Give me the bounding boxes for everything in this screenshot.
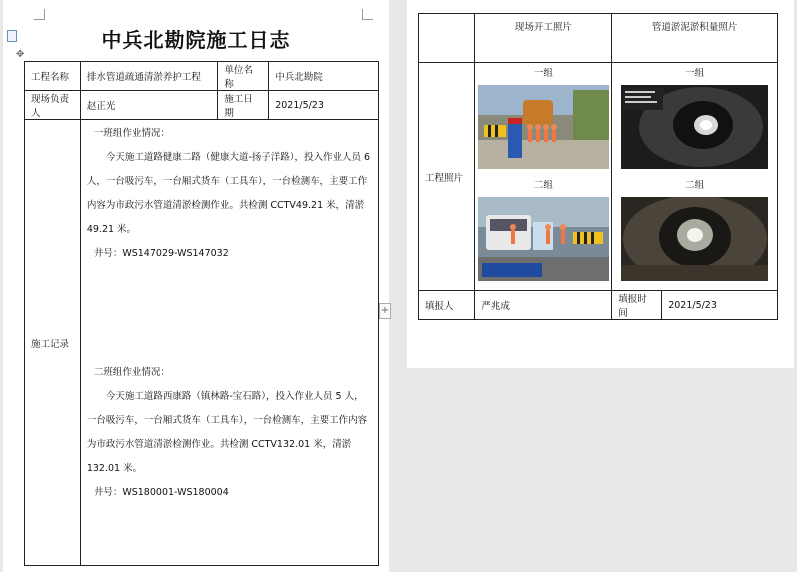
document-page-1 [3, 0, 389, 572]
team1-description: 今天施工道路健康二路（健康大道-扬子洋路），投入作业人员 6 人，一台吸污车，一台厢式货车（工具车），一台检测车，主要工作内容为市政污水管道清淤检测作业。共检测 CCTV49.21 米，清淤 49.21 米。 [86, 152, 371, 235]
page-corner-mark [34, 9, 45, 20]
construction-record-content [80, 120, 378, 566]
team2-description: 今天施工道路西康路（镇林路-宝石路），投入作业人员 5 人，一台吸污车，一台厢式货车（工具车），一台检测车，主要工作内容为市政污水管道清淤检测作业。共检测 CCTV132.01 米，清淤 132.01 米。 [86, 391, 368, 474]
pipe-photo-group1 [621, 85, 768, 169]
unit-name-value: 中兵北勘院 [269, 62, 379, 91]
fill-time-value: 2021/5/23 [662, 291, 778, 320]
construction-record-label: 施工记录 [25, 120, 81, 566]
project-name-value: 排水管道疏通清淤养护工程 [80, 62, 217, 91]
site-photo-group2 [478, 197, 609, 281]
project-photos-label: 工程照片 [419, 63, 475, 291]
project-name-label: 工程名称 [25, 62, 81, 91]
group1-label: 一组 [533, 68, 553, 79]
table-move-handle-icon[interactable]: ✥ [16, 49, 25, 60]
site-photos-cell [475, 63, 612, 291]
empty-header-cell [419, 14, 475, 63]
site-photos-header: 现场开工照片 [475, 14, 612, 63]
construction-date-value: 2021/5/23 [269, 91, 379, 120]
filler-label: 填报人 [419, 291, 475, 320]
site-manager-value: 赵正光 [80, 91, 217, 120]
site-manager-label: 现场负责人 [25, 91, 81, 120]
group2-label: 二组 [685, 180, 705, 191]
document-title: 中兵北勘院施工日志 [101, 28, 291, 52]
team1-title: 一班组作业情况： [93, 128, 170, 139]
page-corner-mark [362, 9, 373, 20]
sludge-photos-cell [612, 63, 778, 291]
group2-label: 二组 [533, 180, 553, 191]
add-row-button[interactable]: + [379, 303, 391, 319]
construction-date-label: 施工日期 [218, 91, 269, 120]
photo-table [418, 13, 778, 320]
team1-wells: 井号：WS147029-WS147032 [93, 248, 229, 259]
team2-title: 二班组作业情况： [93, 367, 170, 378]
fill-time-label: 填报时间 [612, 291, 662, 320]
filler-value: 严兆成 [475, 291, 612, 320]
site-photo-group1 [478, 85, 609, 169]
pipe-photo-group2 [621, 197, 768, 281]
unit-name-label: 单位名称 [218, 62, 269, 91]
document-page-2 [407, 0, 794, 368]
construction-log-table [24, 61, 379, 566]
team2-wells: 井号：WS180001-WS180004 [93, 487, 229, 498]
group1-label: 一组 [685, 68, 705, 79]
sludge-photos-header: 管道淤泥淤积量照片 [612, 14, 778, 63]
